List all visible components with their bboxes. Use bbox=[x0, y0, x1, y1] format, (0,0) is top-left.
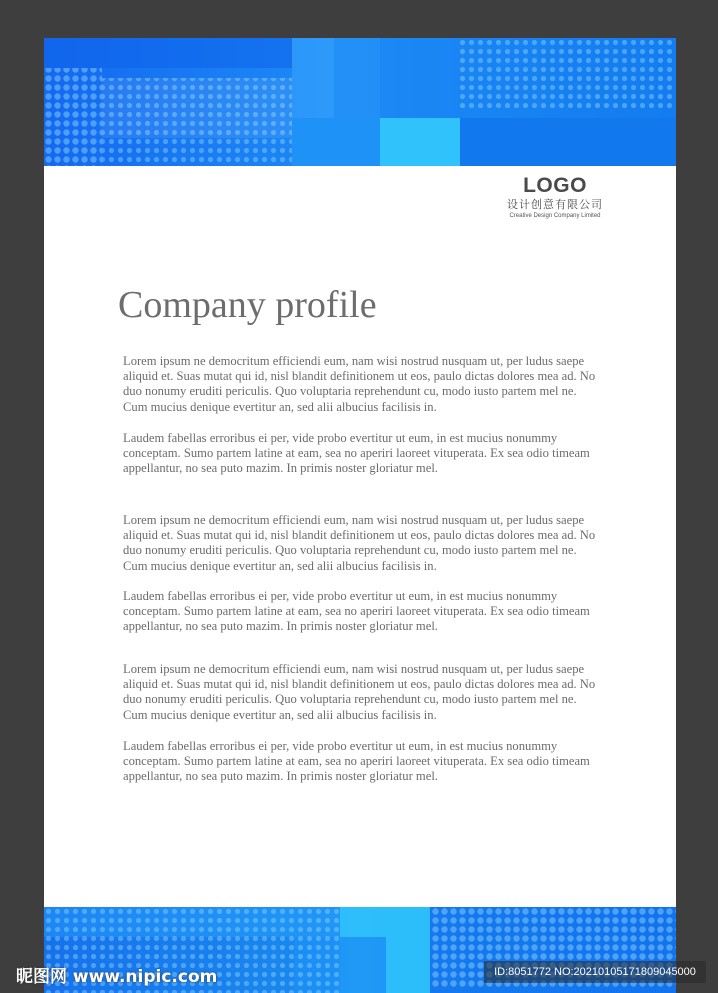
body-paragraph-5: Lorem ipsum ne democritum efficiendi eum, nam wisi nostrud nusquam ut, per ludus saepe aliquid et. Suas mutat qui id, nisl blandit definitionem ut eos, paulo dictas dolores mea ad. No duo nonumy eruditi periculis. Quo voluptaria reprehendunt cu, modo iusto partem mel ne. Cum mucius denique evertitur an, sed alii albucius facilisis in. bbox=[123, 662, 596, 722]
header-band-graphic bbox=[44, 38, 676, 166]
body-paragraph-3: Lorem ipsum ne democritum efficiendi eum, nam wisi nostrud nusquam ut, per ludus saepe aliquid et. Suas mutat qui id, nisl blandit definitionem ut eos, paulo dictas dolores mea ad. No duo nonumy eruditi periculis. Quo voluptaria reprehendunt cu, modo iusto partem mel ne. Cum mucius denique evertitur an, sed alii albucius facilisis in. bbox=[123, 513, 596, 573]
body-paragraph-1: Lorem ipsum ne democritum efficiendi eum, nam wisi nostrud nusquam ut, per ludus saepe aliquid et. Suas mutat qui id, nisl blandit definitionem ut eos, paulo dictas dolores mea ad. No duo nonumy eruditi periculis. Quo voluptaria reprehendunt cu, modo iusto partem mel ne. Cum mucius denique evertitur an, sed alii albucius facilisis in. bbox=[123, 354, 596, 414]
letterhead-page bbox=[44, 38, 676, 993]
site-watermark: 昵图网 www.nipic.com bbox=[16, 967, 218, 987]
company-logo bbox=[495, 174, 615, 220]
body-paragraph-6: Laudem fabellas erroribus ei per, vide probo evertitur ut eum, in est mucius nonummy conceptam. Sumo partem latine at eam, sea no aperiri laoreet vituperata. Ex sea odio timeam appellantur, no sea puto mazim. In primis noster gloriatur mel. bbox=[123, 739, 590, 784]
logo-english-name: Creative Design Company Limited bbox=[509, 213, 601, 219]
logo-wordmark: LOGO bbox=[523, 174, 587, 197]
image-id-label: ID:8051772 NO:20210105171809045000 bbox=[484, 961, 706, 983]
page-title: Company profile bbox=[118, 284, 377, 326]
logo-chinese-name: 设计创意有限公司 bbox=[507, 198, 603, 211]
header-blue-band bbox=[44, 38, 676, 166]
body-paragraph-2: Laudem fabellas erroribus ei per, vide probo evertitur ut eum, in est mucius nonummy conceptam. Sumo partem latine at eam, sea no aperiri laoreet vituperata. Ex sea odio timeam appellantur, no sea puto mazim. In primis noster gloriatur mel. bbox=[123, 431, 590, 476]
body-paragraph-4: Laudem fabellas erroribus ei per, vide probo evertitur ut eum, in est mucius nonummy conceptam. Sumo partem latine at eam, sea no aperiri laoreet vituperata. Ex sea odio timeam appellantur, no sea puto mazim. In primis noster gloriatur mel. bbox=[123, 589, 590, 634]
